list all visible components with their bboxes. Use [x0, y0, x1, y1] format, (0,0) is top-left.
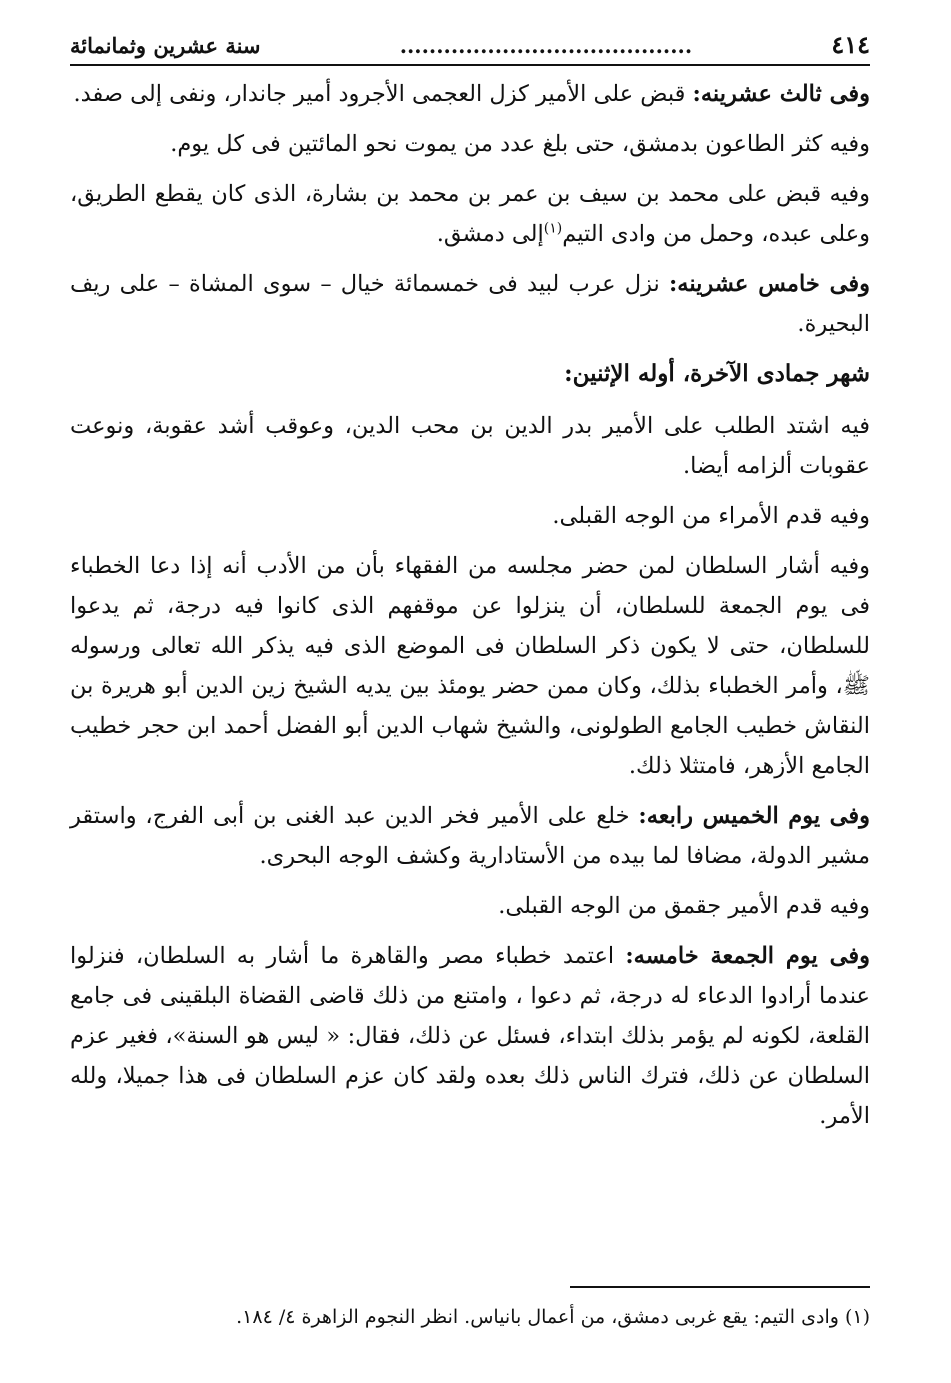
running-title: سنة عشرين وثمانمائة: [70, 33, 261, 58]
paragraph-lead: وفى يوم الجمعة خامسه:: [625, 943, 870, 969]
paragraph-text: وفيه قدم الأمراء من الوجه القبلى.: [552, 503, 870, 529]
paragraph-text: وفيه قبض على محمد بن سيف بن عمر بن محمد بن بشارة، الذى كان يقطع الطريق، وعلى عبده، وحمل من وادى التيم: [70, 181, 870, 247]
footnote: (١) وادى التيم: يقع غربى دمشق، من أعمال بانياس. انظر النجوم الزاهرة ٤/ ١٨٤.: [236, 1306, 870, 1328]
paragraph-text: نزل عرب لبيد فى خمسمائة خيال – سوى المشاة – على ريف البحيرة.: [70, 271, 870, 337]
paragraph-text: اعتمد خطباء مصر والقاهرة ما أشار به السلطان، فنزلوا عندما أرادوا الدعاء له درجة، ثم دعوا ، وامتنع من ذلك قاضى القضاة البلقينى فى جامع القلعة، لكونه لم يؤمر بذلك ابتداء، فسئل عن ذلك، فقال: « ليس هو السنة»، فغير عزم السلطان عن ذلك، فترك الناس ذلك بعده ولقد كان عزم السلطان فى هذا جميلا، ولله الأمر.: [70, 943, 870, 1129]
page-header: [70, 30, 870, 66]
paragraph-10: [70, 936, 870, 1136]
paragraph-text: قبض على الأمير كزل العجمى الأجرود أمير جاندار، ونفى إلى صفد.: [73, 81, 693, 107]
book-page: [70, 30, 870, 1360]
paragraph-lead: وفى خامس عشرينه:: [669, 271, 871, 297]
paragraph-text: وفيه أشار السلطان لمن حضر مجلسه من الفقهاء بأن من الأدب أنه إذا دعا الخطباء فى يوم الجمعة للسلطان، أن ينزلوا عن موقفهم الذى كانوا فيه درجة، ثم يدعوا للسلطان، حتى لا يكون ذكر السلطان فى الموضع الذى فيه يذكر الله تعالى ورسوله ﷺ، وأمر الخطباء بذلك، وكان ممن حضر يومئذ بين يديه الشيخ زين الدين أبو هريرة بن النقاش خطيب الجامع الطولونى، والشيخ شهاب الدين أبو الفضل أحمد ابن حجر خطيب الجامع الأزهر، فامتثلا ذلك.: [70, 553, 870, 779]
paragraph-lead: وفى يوم الخميس رابعه:: [638, 803, 871, 829]
header-dots: ........................................: [399, 33, 693, 58]
paragraph-text: فيه اشتد الطلب على الأمير بدر الدين بن محب الدين، وعوقب أشد عقوبة، ونوعت عقوبات ألزامه أيضا.: [70, 413, 870, 479]
footnote-reference[interactable]: (١): [543, 220, 563, 237]
paragraph-5: [70, 406, 870, 486]
section-heading: شهر جمادى الآخرة، أوله الإثنين:: [564, 360, 870, 387]
paragraph-1: [70, 74, 870, 114]
body-text: [70, 74, 870, 1136]
paragraph-text: وفيه كثر الطاعون بدمشق، حتى بلغ عدد من يموت نحو المائتين فى كل يوم.: [170, 131, 870, 157]
paragraph-text: وفيه قدم الأمير جقمق من الوجه القبلى.: [498, 893, 870, 919]
page-number: ٤١٤: [831, 30, 870, 59]
paragraph-text-after: إلى دمشق.: [436, 221, 544, 247]
footnote-divider: [570, 1286, 870, 1288]
paragraph-3: [70, 174, 870, 254]
paragraph-9: [70, 886, 870, 926]
paragraph-lead: وفى ثالث عشرينه:: [692, 81, 870, 107]
paragraph-6: [70, 496, 870, 536]
paragraph-2: [70, 124, 870, 164]
paragraph-8: [70, 796, 870, 876]
paragraph-text: خلع على الأمير فخر الدين عبد الغنى بن أبى الفرج، واستقر مشير الدولة، مضافا لما بيده من الأستادارية وكشف الوجه البحرى.: [70, 803, 870, 869]
paragraph-4: [70, 264, 870, 344]
paragraph-7: [70, 546, 870, 786]
